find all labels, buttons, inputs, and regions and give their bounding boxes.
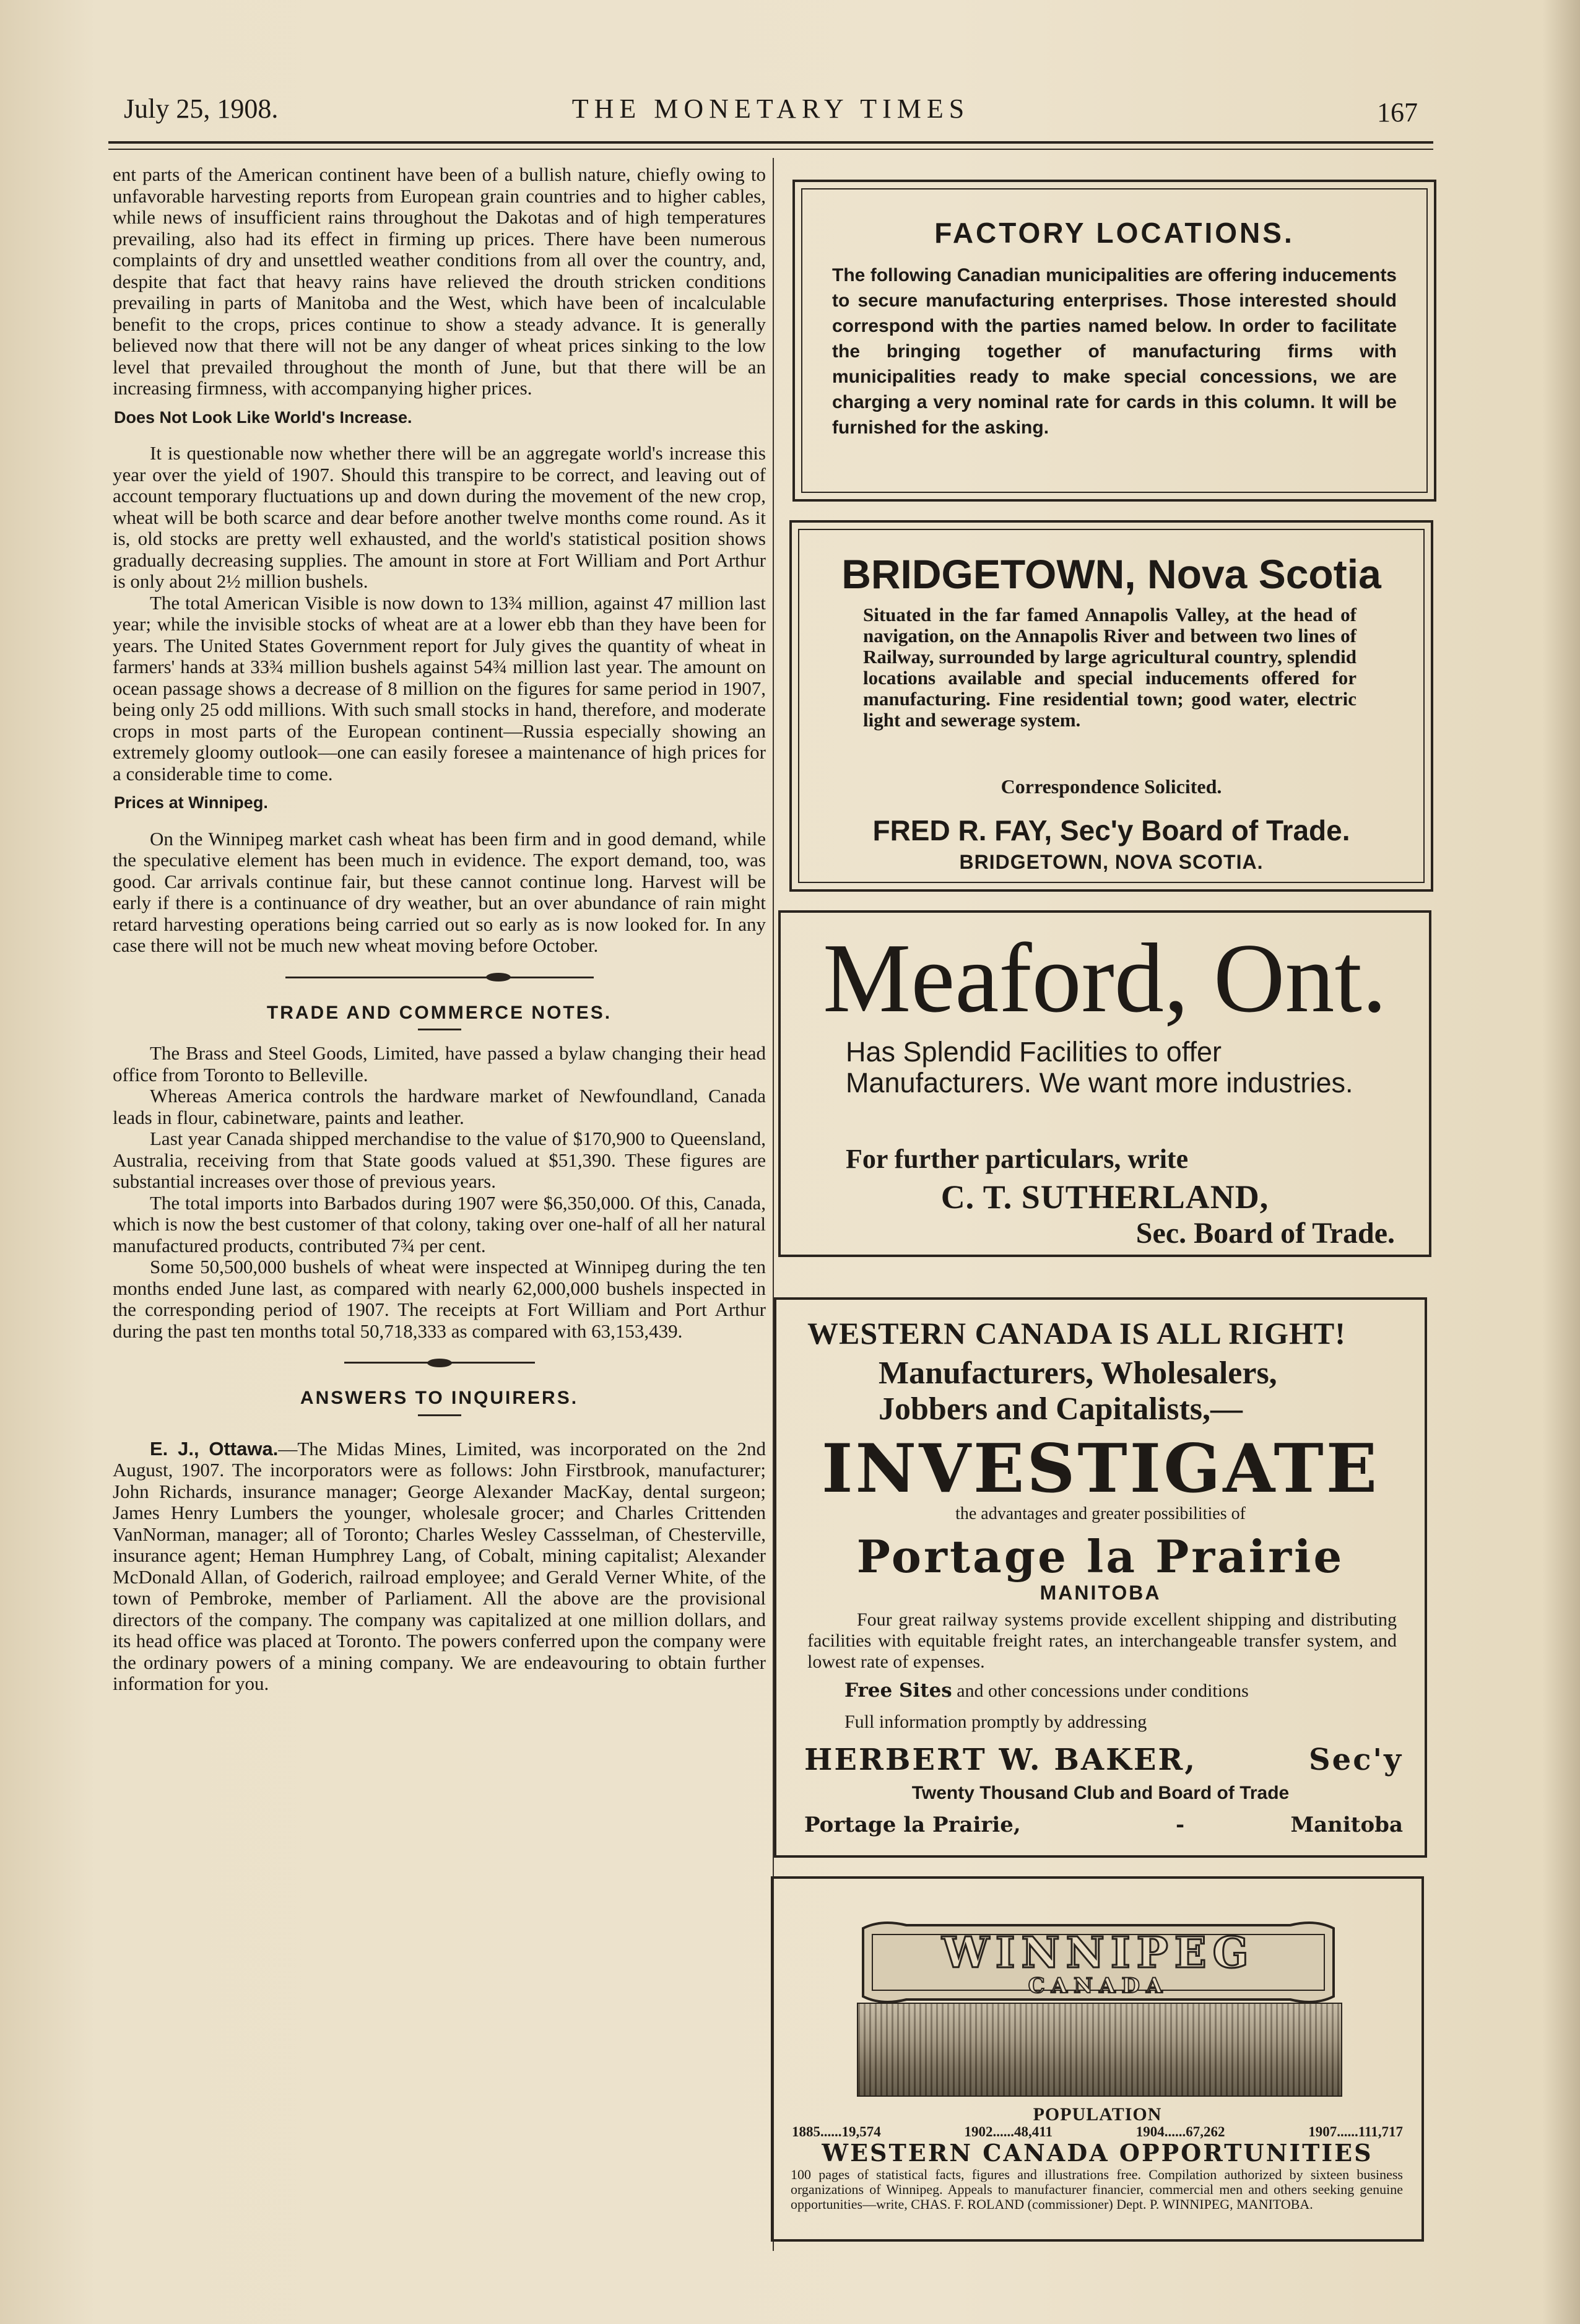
factory-locations-box: [792, 180, 1436, 502]
meaford-further: For further particulars, write: [846, 1144, 1189, 1174]
header-rule-thin: [108, 149, 1433, 150]
banner-title: WINNIPEG: [942, 1928, 1255, 1978]
portage-advantages: the advantages and greater possibilities of: [955, 1504, 1246, 1523]
free-sites-label: Free Sites: [844, 1679, 952, 1702]
bridgetown-description: Situated in the far famed Annapolis Valley, at the head of navigation, on the Annapolis River and between two lines of Railway, surrounded by large agricultural country, splendid locations available and special inducements offered for manufacturing. Fine residential town; good water, electric light and sewerage system.: [863, 604, 1356, 731]
city-photo: [857, 2003, 1342, 2097]
section-ornament: [113, 965, 766, 984]
trade-note: Some 50,500,000 bushels of wheat were inspected at Winnipeg during the ten months ended June last, as compared with nearly 62,000,000 bushels inspected in the corresponding period of 1907. The receipts at Fort William and Port Arthur during the past ten months total 50,718,333 as compared with 63,153,439.: [113, 1256, 766, 1342]
portage-headline: WESTERN CANADA IS ALL RIGHT!: [807, 1316, 1346, 1351]
header-rule-thick: [108, 141, 1433, 144]
trade-note: The total imports into Barbados during 1907 were $6,350,000. Of this, Canada, which is now the best customer of that colony, taking over one-half of all her natural manufactured products, contributed 7¾ per cent.: [113, 1191, 766, 1256]
meaford-contact-role: Sec. Board of Trade.: [1135, 1217, 1395, 1250]
page-header: [118, 93, 1424, 136]
left-column: [113, 164, 766, 1695]
article-paragraph: It is questionable now whether there will be an aggregate world's increase this year over the yield of 1907. Should this transpire to be correct, and leaving out of account temporary fluctuations up and down during the movement of the new crop, wheat will be both scarce and dear before another twelve months come round. As it is, old stocks are pretty well exhausted, and the world's statistical position shows gradually decreasing supplies. The amount in store at Fort William and Port Arthur is only about 2½ million bushels.: [113, 442, 766, 592]
banner-subtitle: CANADA: [1028, 1974, 1169, 1998]
bridgetown-correspondence: Correspondence Solicited.: [1001, 775, 1222, 798]
issue-date: July 25, 1908.: [124, 94, 279, 124]
portage-audience-line1: Manufacturers, Wholesalers,: [879, 1356, 1277, 1391]
meaford-ad: [778, 910, 1431, 1257]
answer-text: —The Midas Mines, Limited, was incorporated on the 2nd August, 1907. The incorporators were as follows: John Firstbrook, manufacturer; John Richards, insurance manager; George Alexander MacKay, dental surgeon; James Henry Lumbers the younger, wholesale grocer; and Charles Crittenden VanNorman, manager; all of Toronto; Charles Wesley Cassselman, of Chesterville, insurance agent; Heman Humphrey Lang, of Cobalt, mining capitalist; Alexander McDonald Allan, of Goderich, railroad employee; and Gerald Verner White, of the town of Pembroke, member of Parliament. All the above are the provisional directors of the company. The company was capitalized at one million dollars, and its head office was placed at Toronto. The powers conferred upon the company were the ordinary powers of a mining company. We are endeavouring to obtain further information for you.: [113, 1437, 766, 1694]
population-stat: 1904......67,262: [1135, 2124, 1225, 2139]
winnipeg-ad: [771, 1876, 1424, 2242]
portage-town-name: Portage la Prairie: [856, 1530, 1345, 1583]
portage-footer-town: Portage la Prairie,: [804, 1813, 1021, 1837]
trade-note: Whereas America controls the hardware market of Newfoundland, Canada leads in flour, cabinetware, paints and leather.: [113, 1085, 766, 1128]
bridgetown-contact: FRED R. FAY, Sec'y Board of Trade.: [872, 814, 1350, 846]
portage-footer: [804, 1813, 1403, 1837]
subheading-world-increase: Does Not Look Like World's Increase.: [114, 407, 412, 427]
population-stat: 1907......111,717: [1308, 2124, 1403, 2139]
meaford-title: Meaford, Ont.: [823, 923, 1387, 1033]
bridgetown-title: BRIDGETOWN, Nova Scotia: [841, 551, 1381, 597]
section-ornament: [113, 1351, 766, 1369]
opportunities-heading: WESTERN CANADA OPPORTUNITIES: [822, 2139, 1373, 2167]
meaford-description: Has Splendid Facilities to offer Manufacturers. We want more industries.: [846, 1036, 1353, 1099]
article-paragraph: ent parts of the American continent have been of a bullish nature, chiefly owing to unfavorable harvesting reports from European grain countries and to higher cables, while news of insufficient rains throughout the Dakotas and of high temperatures prevailing, also had its effect in firming up prices. There have been numerous complaints of dry and unsettled weather conditions from all over the country, and, despite that fact that heavy rains have relieved the drouth stricken conditions prevailing in parts of Manitoba and the West, which have been of incalculable benefit to the crops, prices continue to show a steady advance. It is generally believed now that there will not be any danger of wheat prices sinking to the low level that prevailed throughout the month of June, but that there will be an increasing firmness, with accompanying higher prices.: [113, 163, 766, 399]
portage-audience: [879, 1356, 1277, 1427]
portage-contact-name: HERBERT W. BAKER,: [804, 1743, 1197, 1777]
portage-ad: [774, 1297, 1427, 1858]
free-sites-rest: and other concessions under conditions: [952, 1681, 1249, 1701]
bridgetown-location: BRIDGETOWN, NOVA SCOTIA.: [959, 851, 1264, 873]
population-stats: [792, 2124, 1403, 2140]
portage-audience-line2: Jobbers and Capitalists,—: [879, 1391, 1243, 1427]
factory-locations-text: The following Canadian municipalities are offering inducements to secure manufacturing enterprises. Those interested should correspond with the parties named below. In order to facilitate the bringing together of manufacturing firms with municipalities ready to make special concessions, we are charging a very nominal rate for cards in this column. It will be furnished for the asking.: [832, 265, 1397, 438]
population-stat: 1885......19,574: [792, 2124, 881, 2139]
subheading-prices-winnipeg: Prices at Winnipeg.: [114, 793, 268, 812]
trade-note: Last year Canada shipped merchandise to the value of $170,900 to Queensland, Australia, receiving from that State goods valued at $51,390. These figures are substantial increases over those of previous years.: [113, 1128, 766, 1192]
portage-investigate: INVESTIGATE: [821, 1430, 1380, 1508]
short-rule: [418, 1414, 461, 1416]
article-paragraph: The total American Visible is now down to 13¾ million, against 47 million last year; while the invisible stocks of wheat are at a lower ebb than they have been for years. The United States Government report for July gives the quantity of wheat in farmers' hands at 33¾ million bushels against 54¾ million last year. The amount on ocean passage shows a decrease of 8 million on the figures for same period in 1907, being only 25 odd millions. With such small stocks in hand, therefore, and moderate crops in most parts of the European continent—Russia especially showing an extremely gloomy outlook—one can easily foresee a maintenance of high prices for a considerable time to come.: [113, 591, 766, 785]
short-rule: [418, 1029, 461, 1030]
portage-contact-role: Sec'y: [1308, 1743, 1403, 1777]
factory-locations-title: FACTORY LOCATIONS.: [934, 217, 1295, 249]
portage-info-line: Full information promptly by addressing: [844, 1712, 1147, 1732]
meaford-contact-name: C. T. SUTHERLAND,: [940, 1178, 1269, 1216]
publication-title: THE MONETARY TIMES: [571, 94, 970, 124]
section-heading-trade-notes: TRADE AND COMMERCE NOTES.: [266, 1002, 612, 1023]
portage-footer-province: Manitoba: [1290, 1813, 1403, 1837]
population-stat: 1902......48,411: [964, 2124, 1053, 2139]
winnipeg-banner: [857, 1916, 1340, 2009]
article-paragraph: On the Winnipeg market cash wheat has been firm and in good demand, while the speculative element has been much in evidence. The export demand, too, was good. Car arrivals continue fair, but these cannot continue long. Harvest will be early if there is a continuance of dry weather, but an over abundance of rain might retard harvesting operations being carried out so early as is now looked for. In any case there will not be much new wheat moving before October.: [113, 827, 766, 956]
portage-club: Twenty Thousand Club and Board of Trade: [911, 1783, 1290, 1803]
answer-paragraph: [113, 1438, 766, 1695]
portage-contact: [804, 1743, 1403, 1777]
bridgetown-ad: [789, 520, 1433, 892]
section-heading-answers: ANSWERS TO INQUIRERS.: [300, 1388, 579, 1408]
inquirer-name: E. J., Ottawa.: [150, 1437, 279, 1460]
trade-note: The Brass and Steel Goods, Limited, have passed a bylaw changing their head office from Toronto to Belleville.: [113, 1042, 766, 1086]
portage-province: MANITOBA: [1040, 1582, 1161, 1604]
opportunities-text: 100 pages of statistical facts, figures and illustrations free. Compilation authorized by sixteen business organizations of Winnipeg. Appeals to manufacturer financier, commercial men and others seeking genuine opportunities—write, CHAS. F. ROLAND (commissioner) Dept. P. WINNIPEG, MANITOBA.: [791, 2167, 1403, 2212]
portage-description: Four great railway systems provide excellent shipping and distributing facilities with equitable freight rates, an interchangeable transfer system, and lowest rate of expenses.: [807, 1609, 1397, 1672]
portage-free-sites: [844, 1679, 1249, 1702]
portage-footer-dash: -: [1176, 1813, 1185, 1837]
page-number: 167: [1377, 97, 1418, 128]
page-edge-shadow: [1543, 0, 1580, 2324]
population-heading: POPULATION: [1033, 2104, 1162, 2125]
